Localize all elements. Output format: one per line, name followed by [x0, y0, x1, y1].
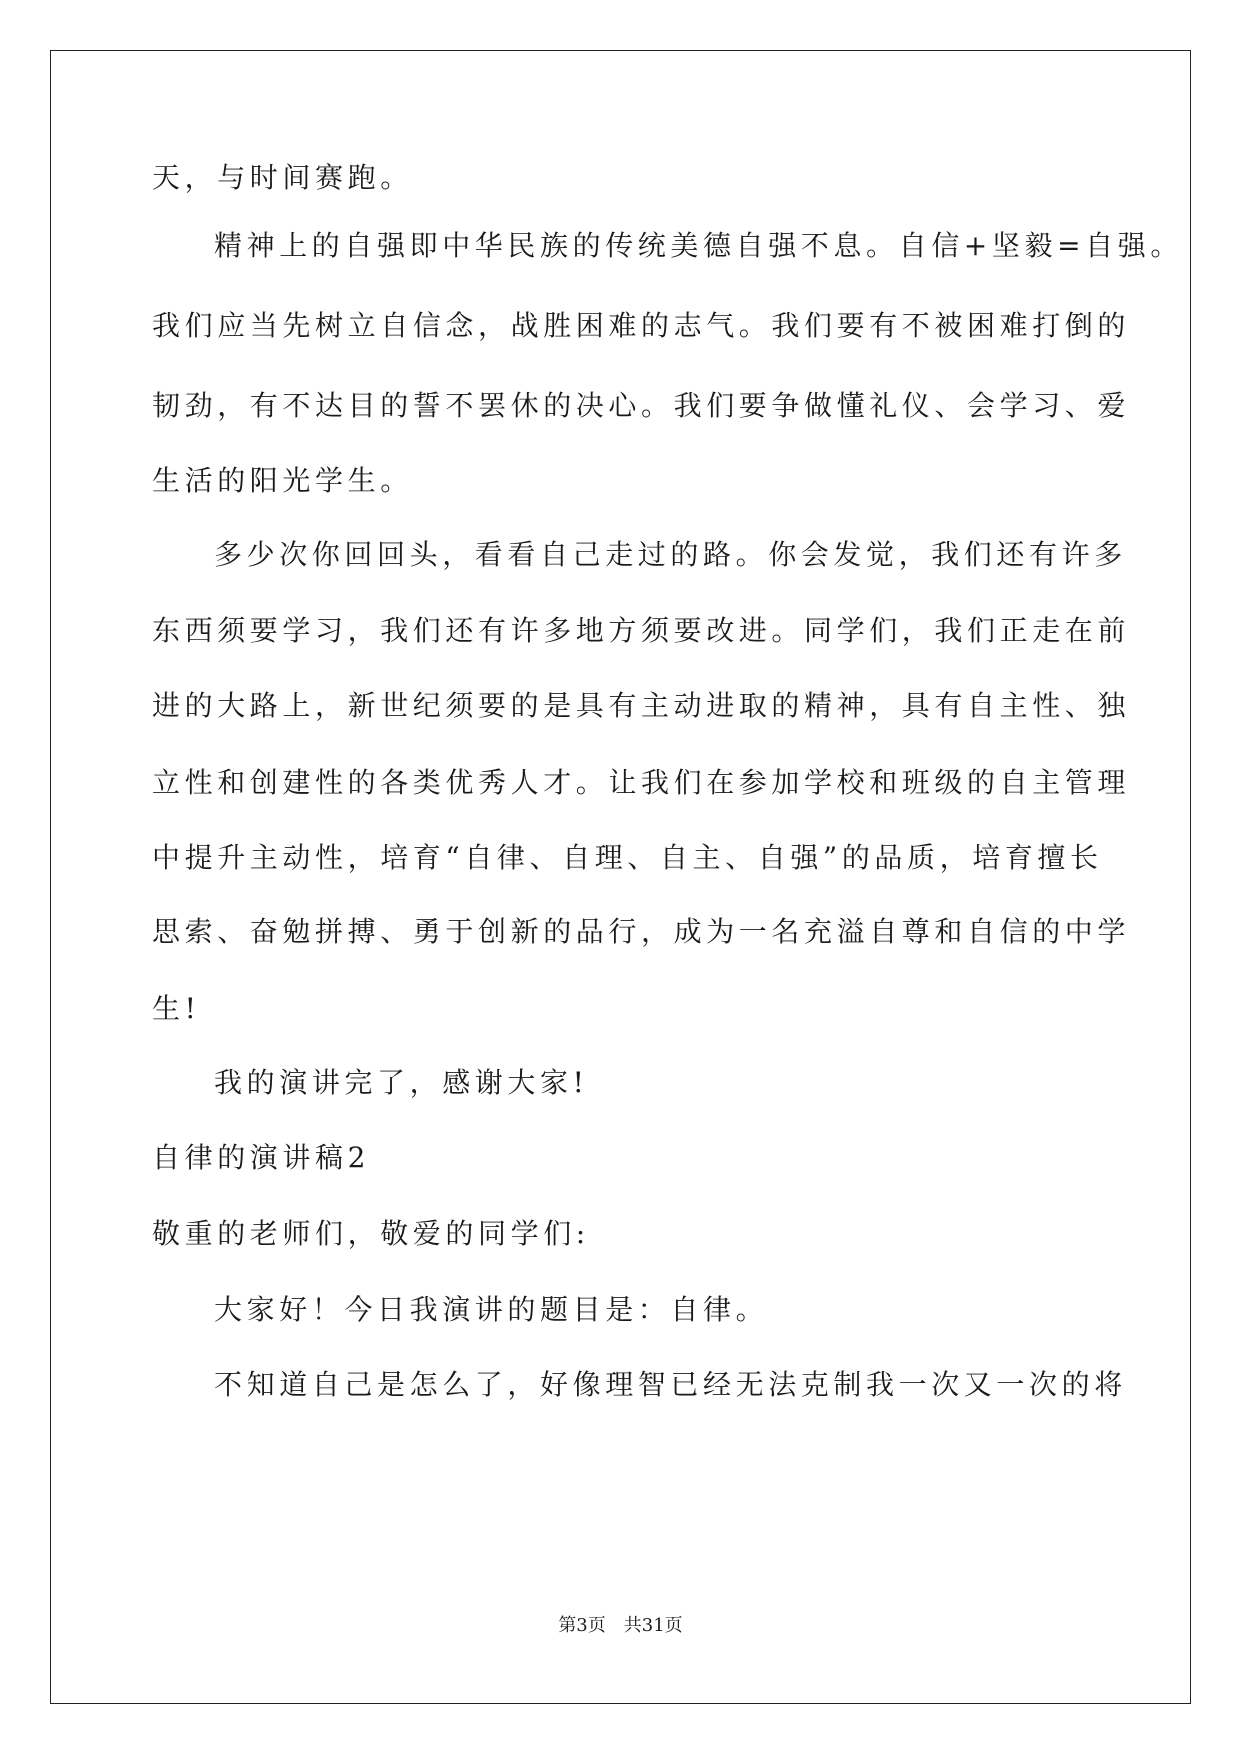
text-line: 生活的阳光学生。: [152, 464, 413, 497]
text-line: 韧劲，有不达目的誓不罢休的决心。我们要争做懂礼仪、会学习、爱: [152, 389, 1131, 422]
text-line: 中提升主动性，培育“自律、自理、自主、自强”的品质，培育擅长: [152, 841, 1103, 874]
text-line: 天，与时间赛跑。: [152, 161, 413, 194]
text-line: 我们应当先树立自信念，战胜困难的志气。我们要有不被困难打倒的: [152, 309, 1131, 342]
page-number: 第3页: [558, 1615, 606, 1636]
page-footer: [0, 1614, 1241, 1638]
text-line: 立性和创建性的各类优秀人才。让我们在参加学校和班级的自主管理: [152, 766, 1131, 799]
text-line: 不知道自己是怎么了，好像理智已经无法克制我一次又一次的将: [214, 1368, 1127, 1401]
text-line: 进的大路上，新世纪须要的是具有主动进取的精神，具有自主性、独: [152, 689, 1131, 722]
salutation: 敬重的老师们，敬爱的同学们:: [152, 1217, 590, 1250]
text-line: 思索、奋勉拼搏、勇于创新的品行，成为一名充溢自尊和自信的中学: [152, 915, 1131, 948]
text-line: 东西须要学习，我们还有许多地方须要改进。同学们，我们正走在前: [152, 614, 1131, 647]
text-line: 我的演讲完了，感谢大家!: [214, 1066, 589, 1099]
text-line: 精神上的自强即中华民族的传统美德自强不息。自信+坚毅=自强。: [214, 229, 1183, 262]
text-line: 大家好！今日我演讲的题目是：自律。: [214, 1293, 769, 1326]
text-line: 生!: [152, 992, 201, 1025]
text-line: 多少次你回回头，看看自己走过的路。你会发觉，我们还有许多: [214, 538, 1127, 571]
page-total: 共31页: [623, 1615, 683, 1636]
section-heading: 自律的演讲稿2: [152, 1141, 371, 1174]
